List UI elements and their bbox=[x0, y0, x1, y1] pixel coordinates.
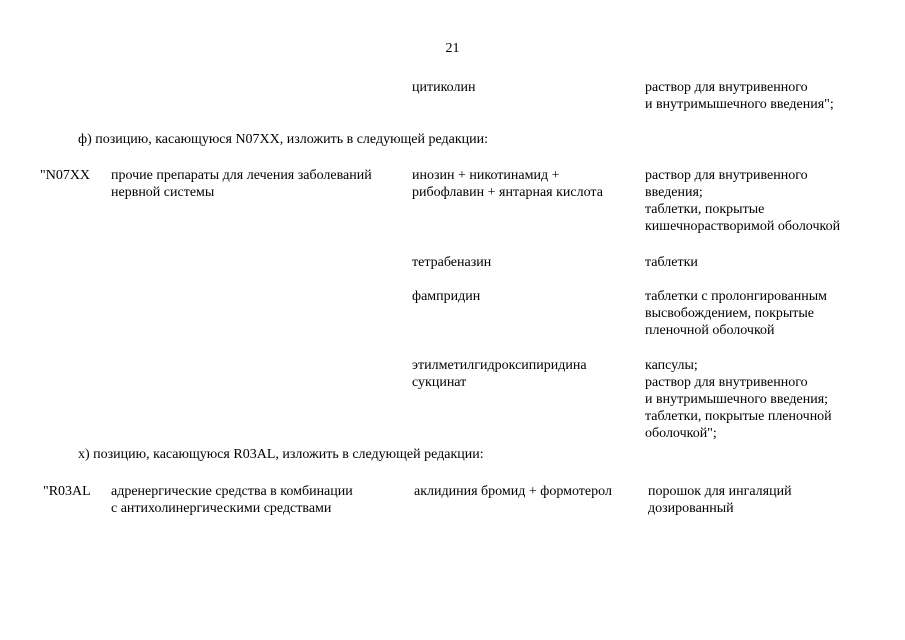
section-h-group: адренергические средства в комбинации с антихолинергическими средствами bbox=[111, 484, 353, 516]
section-f-row-4-drug: этилметилгидроксипиридина сукцинат bbox=[412, 358, 587, 390]
continuation-form: раствор для внутривенного и внутримышечного введения"; bbox=[645, 80, 834, 112]
section-f-row-2-form: таблетки bbox=[645, 255, 698, 270]
section-h-code: "R03AL bbox=[43, 484, 91, 499]
section-f-row-3-drug: фампридин bbox=[412, 289, 481, 304]
page-number: 21 bbox=[445, 41, 460, 56]
section-f-heading: ф) позицию, касающуюся N07XX, изложить в следующей редакции: bbox=[78, 132, 489, 147]
section-h-drug: аклидиния бромид + формотерол bbox=[414, 484, 612, 499]
continuation-drug: цитиколин bbox=[412, 80, 476, 95]
section-f-row-3-form: таблетки с пролонгированным высвобождением, покрытые пленочной оболочкой bbox=[645, 289, 828, 338]
section-f-row-2-drug: тетрабеназин bbox=[412, 255, 492, 270]
section-f-group: прочие препараты для лечения заболеваний нервной системы bbox=[111, 168, 372, 200]
section-h-heading: х) позицию, касающуюся R03AL, изложить в следующей редакции: bbox=[78, 447, 484, 462]
section-f-row-1-drug: инозин + никотинамид + рибофлавин + янтарная кислота bbox=[412, 168, 603, 200]
section-h-form: порошок для ингаляций дозированный bbox=[648, 484, 792, 516]
section-f-code: "N07XX bbox=[40, 168, 91, 183]
section-f-row-1-form: раствор для внутривенного введения; таблетки, покрытые кишечнорастворимой оболочкой bbox=[645, 168, 841, 234]
section-f-row-4-form: капсулы; раствор для внутривенного и внутримышечного введения; таблетки, покрытые пленочной оболочкой"; bbox=[645, 358, 832, 441]
